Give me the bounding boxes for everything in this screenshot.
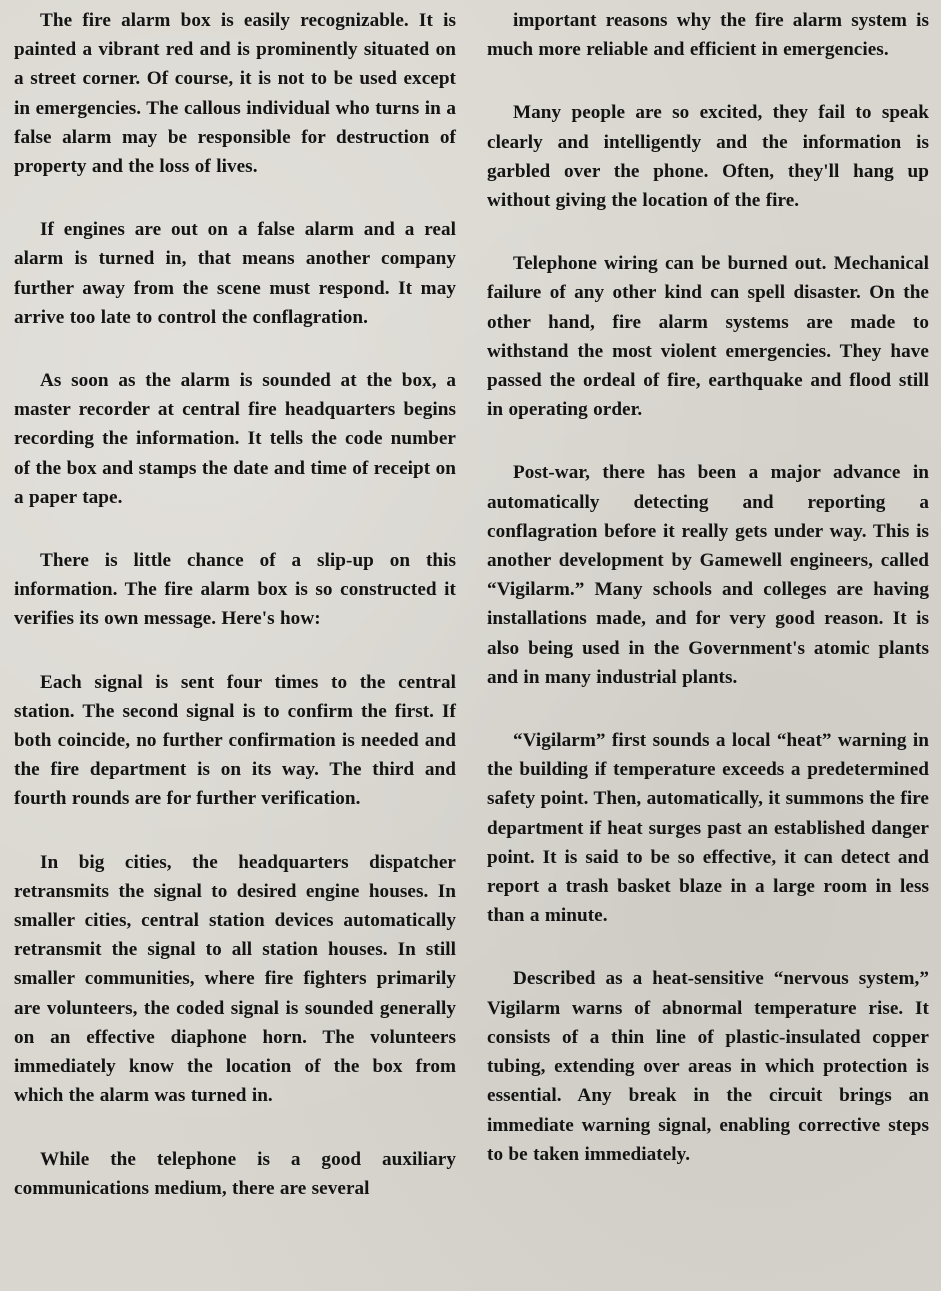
paragraph-post-war-advance: Post-war, there has been a major advance in automatically detecting and reporting a conflagration before it really gets under way. This is another development by Gamewell engineers, called “Vigilarm.” Many schools and colleges are having installations made, and for very good reason. It is also being used in the Government's atomic plants and in many industrial plants. [487,462,929,688]
paragraph-signal-rounds: Each signal is sent four times to the central station. The second signal is to confirm the first. If both coincide, no further confirmation is needed and the fire department is on its way. The third and fourth rounds are for further verification. [14,671,456,810]
right-column [487,6,929,1169]
paragraph-telephone-wiring: Telephone wiring can be burned out. Mechanical failure of any other kind can spell disaster. On the other hand, fire alarm systems are made to withstand the most violent emergencies. They have passed the ordeal of fire, earthquake and flood still in operating order. [487,253,929,421]
paragraph-dispatcher: In big cities, the headquarters dispatcher retransmits the signal to desired engine houses. In smaller cities, central station devices automatically retransmit the signal to all station houses. In still smaller communities, where fire fighters primarily are volunteers, the coded signal is sounded generally on an effective diaphone horn. The volunteers immediately know the location of the box from which the alarm was turned in. [14,851,456,1107]
paragraph-verification: There is little chance of a slip-up on this information. The fire alarm box is so constructed it verifies its own message. Here's how: [14,550,456,630]
paragraph-master-recorder: As soon as the alarm is sounded at the box, a master recorder at central fire headquarters begins recording the information. It tells the code number of the box and stamps the date and time of receipt on a paper tape. [14,370,456,508]
paragraph-vigilarm-warning: “Vigilarm” first sounds a local “heat” warning in the building if temperature exceeds a predetermined safety point. Then, automatically, it summons the fire department if heat surges past an established danger point. It is said to be so effective, it can detect and report a trash basket blaze in a large room in less than a minute. [487,730,929,927]
paragraph-fire-alarm-box: The fire alarm box is easily recognizable. It is painted a vibrant red and is prominently situated on a street corner. Of course, it is not to be used except in emergencies. The callous individual who turns in a false alarm may be responsible for destruction of property and the loss of lives. [14,10,456,178]
paragraph-false-alarm: If engines are out on a false alarm and a real alarm is turned in, that means another company further away from the scene must respond. It may arrive too late to control the conflagration. [14,219,456,328]
paragraph-telephone: While the telephone is a good auxiliary communications medium, there are several [14,1148,456,1199]
paragraph-excited-callers: Many people are so excited, they fail to speak clearly and intelligently and the information is garbled over the phone. Often, they'll hang up without giving the location of the fire. [487,102,929,212]
left-column [14,6,456,1203]
paragraph-reliability: important reasons why the fire alarm system is much more reliable and efficient in emergencies. [487,10,929,61]
paragraph-nervous-system: Described as a heat-sensitive “nervous system,” Vigilarm warns of abnormal temperature rise. It consists of a thin line of plastic-insulated copper tubing, extending over areas in which protection is essential. Any break in the circuit brings an immediate warning signal, enabling corrective steps to be taken immediately. [487,968,929,1165]
